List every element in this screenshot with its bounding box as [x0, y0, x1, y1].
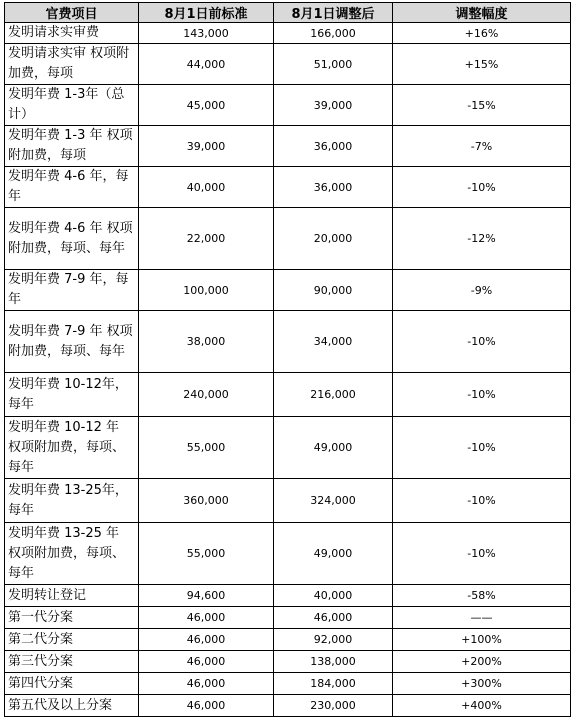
table-row	[5, 208, 571, 270]
table-row	[5, 373, 571, 417]
change-rate-cell: -10%	[393, 373, 571, 417]
before-fee-cell: 240,000	[139, 373, 274, 417]
before-fee-cell: 46,000	[139, 651, 274, 673]
fee-item-cell: 发明请求实审 权项附加费，每项	[5, 44, 139, 85]
after-fee-cell: 20,000	[274, 208, 393, 270]
after-fee-cell: 90,000	[274, 270, 393, 311]
change-rate-cell: -10%	[393, 311, 571, 373]
table-row	[5, 479, 571, 523]
before-fee-cell: 46,000	[139, 695, 274, 717]
table-row	[5, 85, 571, 126]
after-fee-cell: 230,000	[274, 695, 393, 717]
after-fee-cell: 40,000	[274, 585, 393, 607]
header-fee-item: 官费项目	[5, 3, 139, 23]
table-row	[5, 311, 571, 373]
after-fee-cell: 49,000	[274, 523, 393, 585]
change-rate-cell: +100%	[393, 629, 571, 651]
header-after-aug1: 8月1日调整后	[274, 3, 393, 23]
fee-item-cell: 发明年费 7-9 年，每年	[5, 270, 139, 311]
table-body	[5, 23, 571, 717]
fee-item-cell: 发明转让登记	[5, 585, 139, 607]
table-row	[5, 23, 571, 44]
table-row	[5, 585, 571, 607]
fee-item-cell: 第五代及以上分案	[5, 695, 139, 717]
fee-item-cell: 发明年费 1-3年（总计）	[5, 85, 139, 126]
before-fee-cell: 55,000	[139, 417, 274, 479]
before-fee-cell: 46,000	[139, 673, 274, 695]
table-row	[5, 167, 571, 208]
fee-item-cell: 第二代分案	[5, 629, 139, 651]
table-row	[5, 695, 571, 717]
table-row	[5, 523, 571, 585]
fee-item-cell: 发明年费 10-12 年 权项附加费，每项、每年	[5, 417, 139, 479]
fee-item-cell: 发明年费 7-9 年 权项附加费，每项、每年	[5, 311, 139, 373]
change-rate-cell: -58%	[393, 585, 571, 607]
fee-item-cell: 发明年费 1-3 年 权项附加费，每项	[5, 126, 139, 167]
after-fee-cell: 39,000	[274, 85, 393, 126]
after-fee-cell: 216,000	[274, 373, 393, 417]
table-row	[5, 673, 571, 695]
change-rate-cell: +300%	[393, 673, 571, 695]
after-fee-cell: 51,000	[274, 44, 393, 85]
after-fee-cell: 34,000	[274, 311, 393, 373]
change-rate-cell: +400%	[393, 695, 571, 717]
table-row	[5, 651, 571, 673]
before-fee-cell: 38,000	[139, 311, 274, 373]
after-fee-cell: 324,000	[274, 479, 393, 523]
table-row	[5, 126, 571, 167]
table-row	[5, 417, 571, 479]
change-rate-cell: +15%	[393, 44, 571, 85]
fee-item-cell: 第四代分案	[5, 673, 139, 695]
after-fee-cell: 46,000	[274, 607, 393, 629]
change-rate-cell: +16%	[393, 23, 571, 44]
before-fee-cell: 100,000	[139, 270, 274, 311]
before-fee-cell: 40,000	[139, 167, 274, 208]
before-fee-cell: 360,000	[139, 479, 274, 523]
after-fee-cell: 138,000	[274, 651, 393, 673]
fee-item-cell: 发明请求实审费	[5, 23, 139, 44]
after-fee-cell: 49,000	[274, 417, 393, 479]
before-fee-cell: 46,000	[139, 629, 274, 651]
header-change-rate: 调整幅度	[393, 3, 571, 23]
fee-item-cell: 发明年费 10-12年，每年	[5, 373, 139, 417]
table-row	[5, 270, 571, 311]
after-fee-cell: 36,000	[274, 126, 393, 167]
fee-adjustment-table	[4, 2, 571, 717]
table-row	[5, 629, 571, 651]
change-rate-cell: +200%	[393, 651, 571, 673]
after-fee-cell: 36,000	[274, 167, 393, 208]
table-row	[5, 607, 571, 629]
change-rate-cell: -9%	[393, 270, 571, 311]
before-fee-cell: 143,000	[139, 23, 274, 44]
change-rate-cell: -10%	[393, 167, 571, 208]
change-rate-cell: -10%	[393, 523, 571, 585]
before-fee-cell: 94,600	[139, 585, 274, 607]
before-fee-cell: 45,000	[139, 85, 274, 126]
header-row	[5, 3, 571, 23]
table-row	[5, 44, 571, 85]
change-rate-cell: -10%	[393, 417, 571, 479]
fee-item-cell: 第一代分案	[5, 607, 139, 629]
fee-item-cell: 发明年费 13-25年，每年	[5, 479, 139, 523]
before-fee-cell: 44,000	[139, 44, 274, 85]
change-rate-cell: -7%	[393, 126, 571, 167]
before-fee-cell: 55,000	[139, 523, 274, 585]
fee-item-cell: 发明年费 4-6 年，每年	[5, 167, 139, 208]
fee-item-cell: 第三代分案	[5, 651, 139, 673]
after-fee-cell: 184,000	[274, 673, 393, 695]
after-fee-cell: 166,000	[274, 23, 393, 44]
header-before-aug1: 8月1日前标准	[139, 3, 274, 23]
after-fee-cell: 92,000	[274, 629, 393, 651]
before-fee-cell: 22,000	[139, 208, 274, 270]
fee-item-cell: 发明年费 13-25 年 权项附加费，每项、每年	[5, 523, 139, 585]
fee-item-cell: 发明年费 4-6 年 权项附加费，每项、每年	[5, 208, 139, 270]
before-fee-cell: 39,000	[139, 126, 274, 167]
change-rate-cell: -15%	[393, 85, 571, 126]
change-rate-cell: -10%	[393, 479, 571, 523]
before-fee-cell: 46,000	[139, 607, 274, 629]
change-rate-cell: ——	[393, 607, 571, 629]
change-rate-cell: -12%	[393, 208, 571, 270]
